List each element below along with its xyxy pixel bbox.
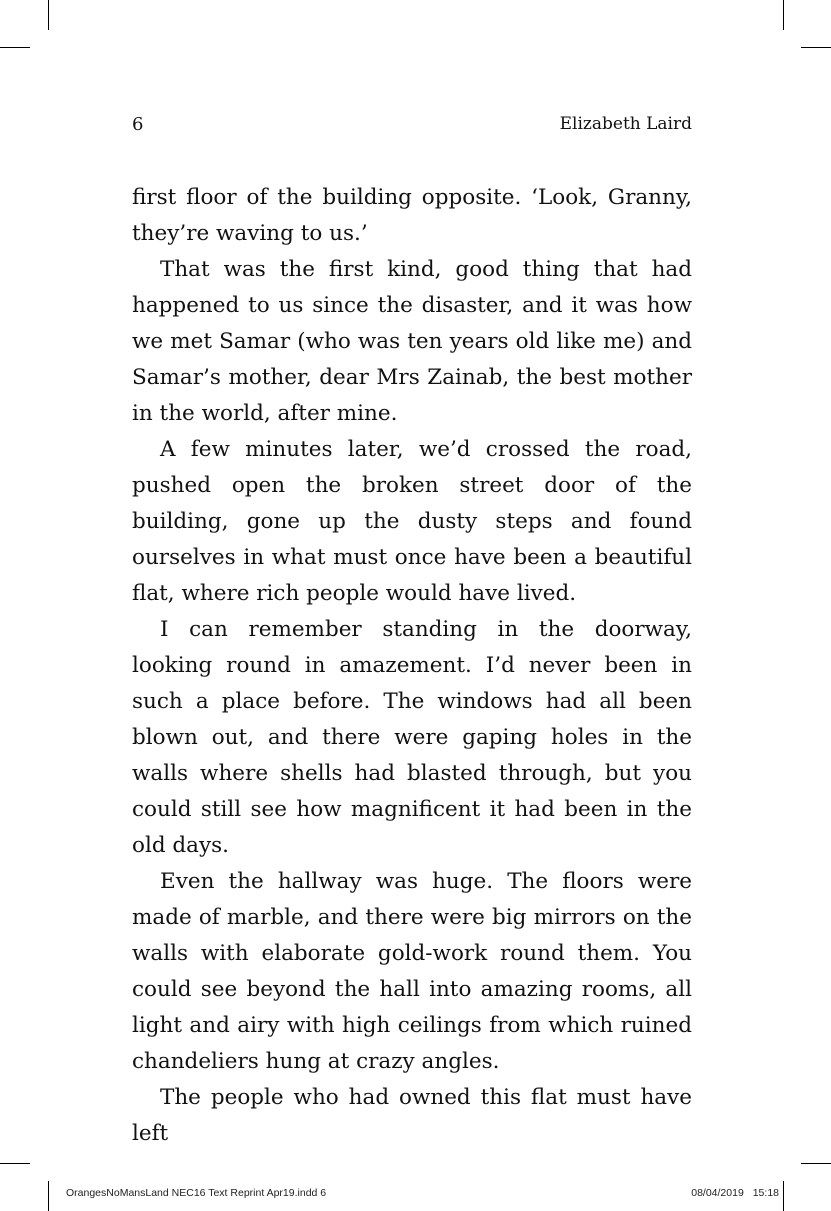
- slug-time: 15:18: [752, 1187, 779, 1199]
- crop-mark-bottom-right-h: [801, 1163, 831, 1164]
- crop-mark-top-left-h: [0, 47, 30, 48]
- slug-date: 08/04/2019: [691, 1187, 744, 1199]
- paragraph: A few minutes later, we’d crossed the road, pushed open the broken street door of the building, gone up the dusty steps and found ourselves in what must once have been a beautiful flat, where rich people would have lived.: [132, 437, 692, 606]
- crop-mark-bottom-right: [783, 1181, 784, 1211]
- crop-mark-bottom-left: [48, 1181, 49, 1211]
- slug-datetime: [691, 1187, 779, 1199]
- crop-mark-top-right: [783, 0, 784, 30]
- page-number: 6: [132, 114, 144, 135]
- crop-mark-bottom-left-h: [0, 1163, 30, 1164]
- crop-mark-top-right-h: [801, 47, 831, 48]
- paragraph: The people who had owned this flat must have left: [132, 1085, 692, 1146]
- crop-mark-top-left: [48, 0, 49, 30]
- paragraph: That was the first kind, good thing that had happened to us since the disaster, and it was how we met Samar (who was ten years old like me) and Samar’s mother, dear Mrs Zainab, the best mother in the world, after mine.: [132, 257, 692, 426]
- running-head-author: Elizabeth Laird: [559, 114, 692, 134]
- slug-filename: OrangesNoMansLand NEC16 Text Reprint Apr19.indd 6: [66, 1187, 327, 1199]
- paragraph: Even the hallway was huge. The floors were made of marble, and there were big mirrors on the walls with elaborate gold-work round them. You could see beyond the hall into amazing rooms, all light and airy with high ceilings from which ruined chandeliers hung at crazy angles.: [132, 869, 692, 1074]
- body-text: [132, 180, 692, 1152]
- paragraph: I can remember standing in the doorway, looking round in amazement. I’d never been in such a place before. The windows had all been blown out, and there were gaping holes in the walls where shells had blasted through, but you could still see how magnificent it had been in the old days.: [132, 617, 692, 858]
- paragraph: first floor of the building opposite. ‘Look, Granny, they’re waving to us.’: [132, 185, 692, 246]
